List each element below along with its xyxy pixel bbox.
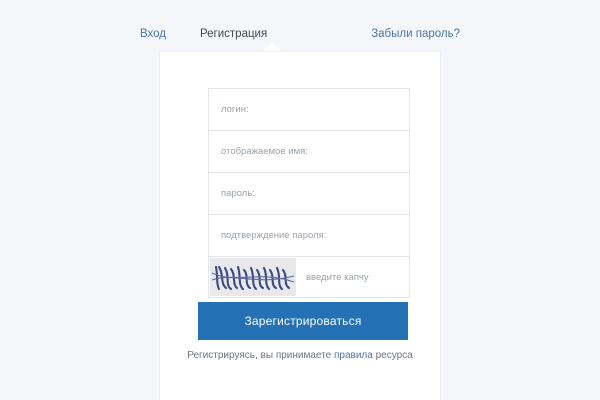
legal-text-before: Регистрируясь, вы принимаете	[187, 350, 334, 361]
legal-notice	[160, 350, 440, 361]
captcha-input[interactable]	[296, 271, 440, 284]
top-navigation	[0, 28, 600, 40]
display-name-input[interactable]	[219, 145, 399, 158]
field-password[interactable]	[209, 173, 409, 215]
nav-link-forgot-password[interactable]: Забыли пароль?	[371, 28, 461, 40]
field-captcha[interactable]	[209, 257, 409, 297]
field-password-confirm[interactable]	[209, 215, 409, 257]
register-submit-button[interactable]: Зарегистрироваться	[198, 302, 408, 340]
password-input[interactable]	[219, 187, 399, 200]
login-input[interactable]	[219, 103, 399, 116]
rules-link[interactable]: правила	[333, 350, 373, 361]
registration-form	[208, 88, 410, 298]
nav-link-register[interactable]: Регистрация	[199, 28, 268, 40]
captcha-image[interactable]	[210, 258, 296, 296]
password-confirm-input[interactable]	[219, 229, 399, 242]
legal-text-after: ресурса	[372, 350, 413, 361]
field-login[interactable]	[209, 89, 409, 131]
field-display-name[interactable]	[209, 131, 409, 173]
nav-link-login[interactable]: Вход	[139, 28, 166, 40]
